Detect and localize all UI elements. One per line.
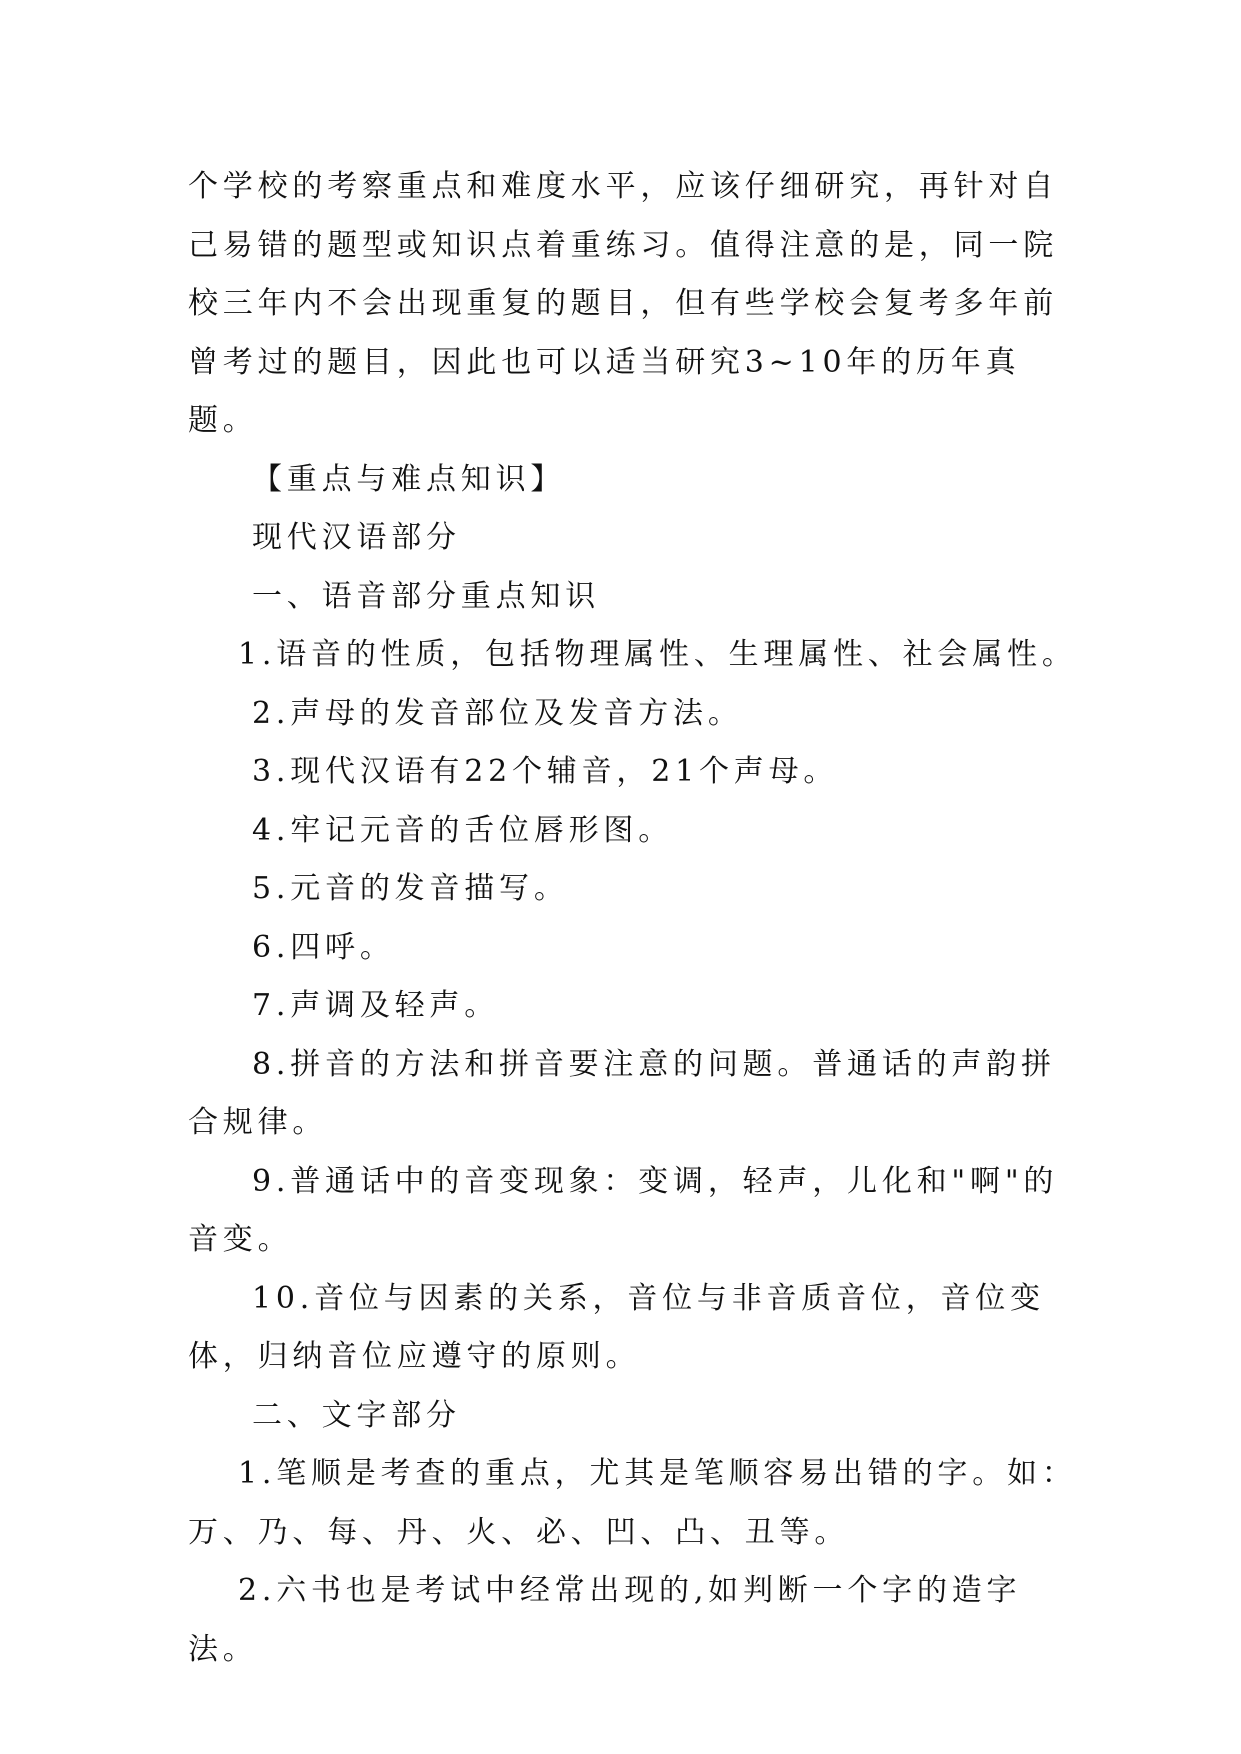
list-item: 7.声调及轻声。 [252, 988, 500, 1023]
section-heading-phonetics: 一、语音部分重点知识 [252, 578, 600, 614]
section-heading-modern-chinese: 现代汉语部分 [252, 520, 461, 555]
list-item: 2.六书也是考试中经常出现的,如判断一个字的造字法。 [188, 1573, 1022, 1667]
list-item: 6.四呼。 [252, 929, 395, 965]
section-heading-key-points: 【重点与难点知识】 [252, 461, 566, 497]
paragraph-continuation: 个学校的考察重点和难度水平，应该仔细研究，再针对自己易错的题型或知识点着重练习。值得注意的是，同一院校三年内不会出现重复的题目，但有些学校会复考多年前曾考过的题目，因此也可以适当研究3~10年的历年真题。 [188, 169, 1058, 438]
list-item: 1.语音的性质，包括物理属性、生理属性、社会属性。 [238, 637, 1077, 672]
list-item: 3.现代汉语有22个辅音，21个声母。 [252, 754, 839, 789]
list-item: 4.牢记元音的舌位唇形图。 [252, 812, 674, 848]
list-item: 9.普通话中的音变现象：变调，轻声，儿化和"啊"的音变。 [188, 1163, 1059, 1257]
list-item: 10.音位与因素的关系，音位与非音质音位，音位变体，归纳音位应遵守的原则。 [188, 1280, 1045, 1374]
section-heading-writing: 二、文字部分 [252, 1397, 461, 1433]
list-item: 5.元音的发音描写。 [252, 871, 569, 906]
list-item: 8.拼音的方法和拼音要注意的问题。普通话的声韵拼合规律。 [188, 1046, 1056, 1140]
document-body [188, 158, 1078, 1679]
list-item: 2.声母的发音部位及发音方法。 [252, 695, 743, 731]
list-item: 1.笔顺是考查的重点，尤其是笔顺容易出错的字。如：万、乃、每、丹、火、必、凹、凸、丑等。 [188, 1456, 1077, 1550]
